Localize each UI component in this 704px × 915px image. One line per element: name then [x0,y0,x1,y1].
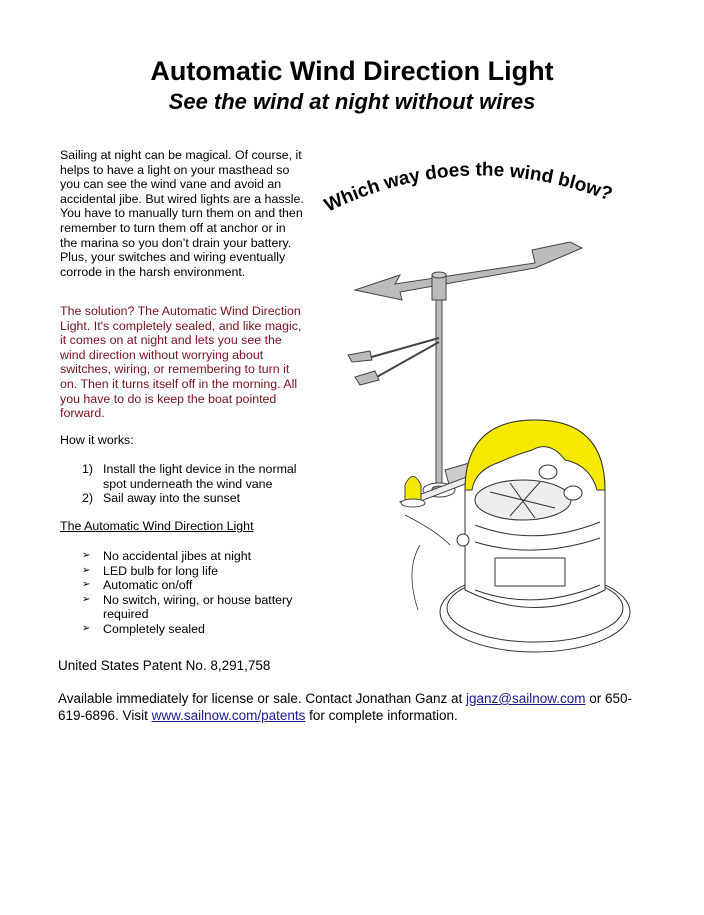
arrow-bullet-icon: ➢ [82,593,91,605]
illustration-caption: Which way does the wind blow? [321,159,616,217]
step-text: Sail away into the sunset [103,491,241,506]
feature-item: ➢ Automatic on/off [60,578,305,593]
feature-item: ➢ Completely sealed [60,622,305,637]
page-subtitle: See the wind at night without wires [168,89,536,114]
connector-line [412,545,420,610]
feature-item: ➢ No accidental jibes at night [60,549,305,564]
arrow-bullet-icon: ➢ [82,564,91,576]
connector-line [405,515,450,545]
contact-info: Available immediately for license or sale. Contact Jonathan Ganz at jganz@sailnow.com or 650-619-6896. Visit www.sailnow.com/patents for complete information. [58,691,633,723]
wind-vane-illustration [310,150,650,670]
intro-paragraph: Sailing at night can be magical. Of course, it helps to have a light on your masthead so you can see the wind vane and avoid an accidental jibe. But wired lights are a hassle. You have to manually turn them on and then remember to turn them off at anchor or in the marina so you don’t drain your battery. Plus, your switches and wiring eventually corrode in the harsh environment. [60,148,304,279]
step-item [60,491,305,506]
how-it-works-label: How it works: [60,433,134,447]
feature-item: ➢ LED bulb for long life [60,564,305,579]
step-item [60,462,305,491]
arrow-bullet-icon: ➢ [82,579,91,591]
arrow-bullet-icon: ➢ [82,622,91,634]
step-text: Install the light device in the normal spot underneath the wind vane [103,462,297,491]
email-link[interactable]: jganz@sailnow.com [465,691,586,706]
steps-list [60,462,305,506]
features-heading: The Automatic Wind Direction Light [60,519,254,533]
page-title: Automatic Wind Direction Light [150,56,554,86]
small-light-icon [401,477,425,508]
light-device-icon [440,420,630,652]
step-number: 1) [82,462,94,476]
feature-item: ➢ No switch, wiring, or house battery required [60,593,305,622]
solution-paragraph: The solution? The Automatic Wind Direction Light. It's completely sealed, and like magic, it comes on at night and lets you see the wind direction without worrying about switches, wiring, or remembering to turn it on. Then it turns itself off in the morning. All you have to do is keep the boat pointed forward. [60,304,302,421]
patent-number: United States Patent No. 8,291,758 [58,658,271,673]
features-list [60,549,305,637]
arrow-bullet-icon: ➢ [82,550,91,561]
website-link[interactable]: www.sailnow.com/patents [151,708,306,723]
step-number: 2) [82,491,94,506]
